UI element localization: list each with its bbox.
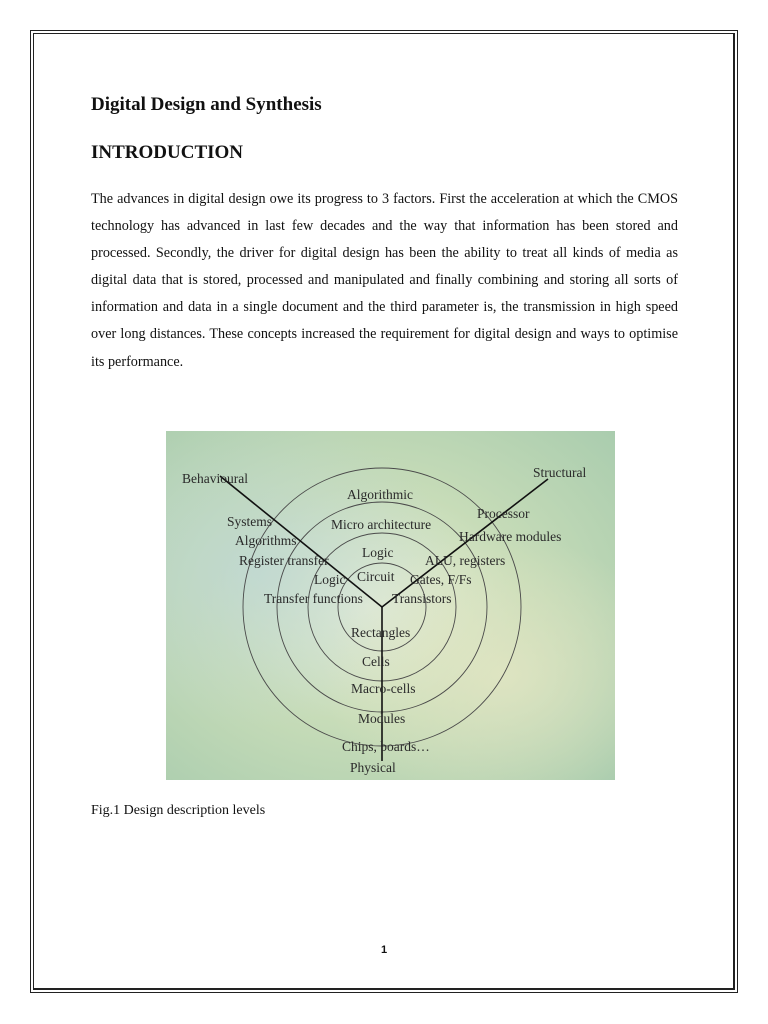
physical-axis-label: Physical (350, 760, 396, 775)
physical-level-cells: Cells (362, 654, 390, 669)
document-title: Digital Design and Synthesis (91, 94, 322, 115)
behavioural-level-logic: Logic (314, 572, 346, 587)
structural-level-processor: Processor (477, 506, 530, 521)
behavioural-level-transfer-functions: Transfer functions (264, 591, 363, 606)
ring-label-algorithmic: Algorithmic (347, 487, 413, 502)
behavioural-level-register-transfer: Register transfer (239, 553, 329, 568)
ring-label-logic: Logic (362, 545, 394, 560)
physical-level-macro-cells: Macro-cells (351, 681, 416, 696)
behavioural-level-systems: Systems (227, 514, 273, 529)
page-number: 1 (380, 944, 388, 956)
physical-level-chips-boards: Chips, boards… (342, 739, 430, 754)
physical-level-modules: Modules (358, 711, 406, 726)
ring-label-circuit: Circuit (357, 569, 395, 584)
figure-y-chart (166, 431, 615, 780)
behavioural-axis-label: Behavioural (182, 471, 248, 486)
behavioural-level-algorithms: Algorithms (235, 533, 297, 548)
section-heading: INTRODUCTION (91, 142, 244, 163)
structural-axis-label: Structural (533, 465, 587, 480)
y-chart-diagram (166, 431, 615, 780)
body-paragraph: The advances in digital design owe its progress to 3 factors. First the acceleration at which the CMOS technology has advanced in last few decades and the way that information has been stored and processed. Secondly, the driver for digital design has been the ability to treat all kinds of media as digital data that is stored, processed and manipulated and finally combining and storing all sorts of information and data in a single document and the third parameter is, the transmission in high speed over long distances. These concepts increased the requirement for digital design and ways to optimise its performance. (91, 191, 678, 370)
structural-level-gates-ffs: Gates, F/Fs (410, 572, 472, 587)
structural-level-transistors: Transistors (392, 591, 452, 606)
ring-label-micro-architecture: Micro architecture (331, 517, 432, 532)
structural-level-alu-registers: ALU, registers (425, 553, 506, 568)
physical-level-rectangles: Rectangles (351, 625, 411, 640)
structural-level-hardware-modules: Hardware modules (459, 529, 562, 544)
figure-caption: Fig.1 Design description levels (91, 803, 266, 818)
